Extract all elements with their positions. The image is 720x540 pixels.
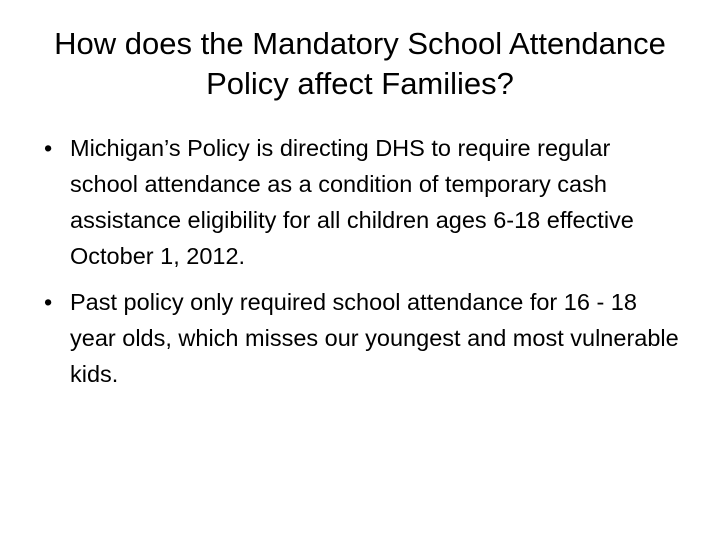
bullet-icon: •: [44, 135, 53, 161]
bullet-item: [40, 284, 680, 392]
bullet-text: Past policy only required school attendance for 16 - 18 year olds, which misses our youngest and most vulnerable kids.: [70, 289, 679, 387]
slide-title: How does the Mandatory School Attendance Policy affect Families?: [54, 26, 666, 101]
bullet-text: Michigan’s Policy is directing DHS to require regular school attendance as a condition of temporary cash assistance eligibility for all children ages 6-18 effective October 1, 2012.: [70, 135, 634, 269]
bullet-list: [40, 130, 680, 402]
bullet-item: [40, 130, 680, 274]
bullet-icon: •: [44, 289, 53, 315]
